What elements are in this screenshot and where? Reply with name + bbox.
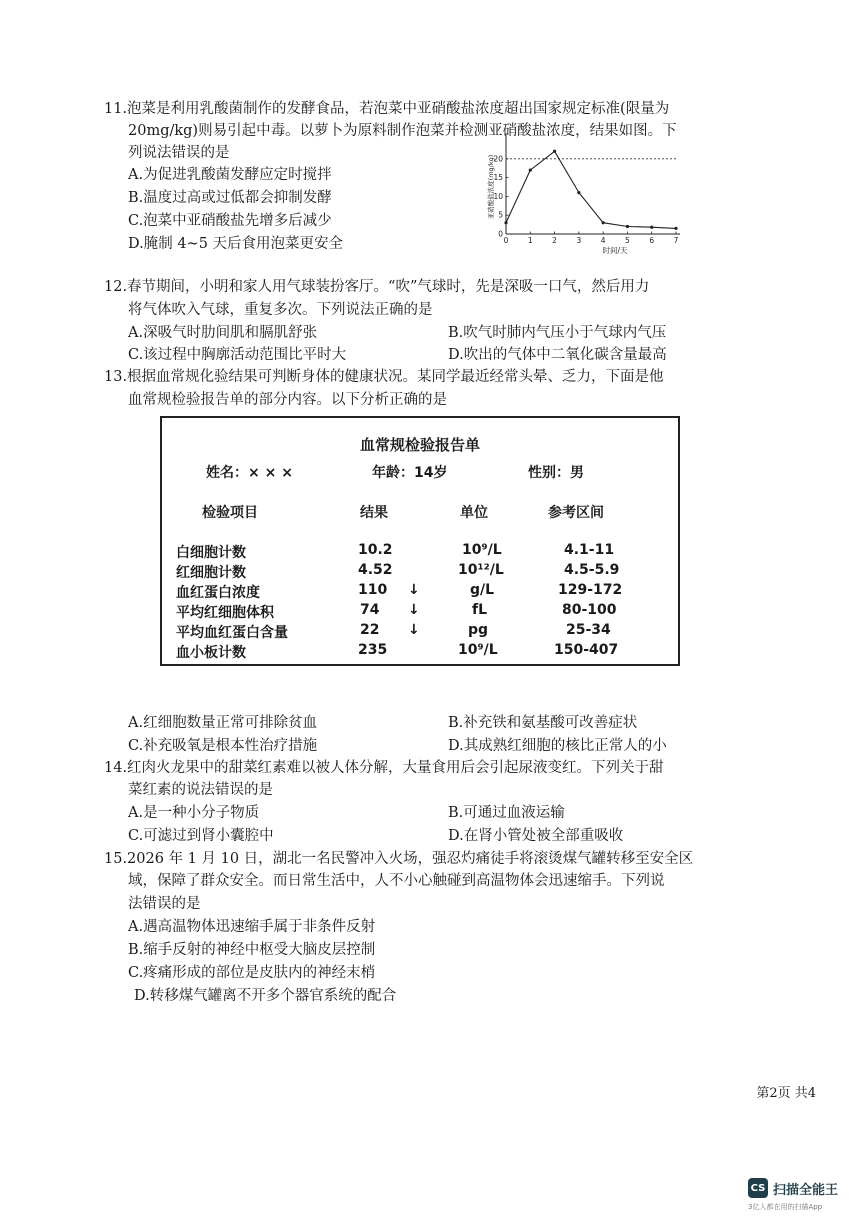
report-title: 血常规检验报告单 bbox=[359, 436, 480, 454]
row-item: 血红蛋白浓度 bbox=[176, 585, 260, 601]
row-range: 4.1-11 bbox=[564, 542, 615, 558]
row-unit: 10¹²/L bbox=[458, 562, 504, 578]
row-result: 235 bbox=[358, 642, 388, 658]
q12-stem-line2: 将气体吹入气球，重复多次。下列说法正确的是 bbox=[128, 302, 433, 318]
x-tick-label: 2 bbox=[552, 236, 557, 245]
x-tick-label: 7 bbox=[673, 236, 679, 245]
q15-option-a: A.遇高温物体迅速缩手属于非条件反射 bbox=[128, 919, 376, 935]
q14-option-d: D.在肾小管处被全部重吸收 bbox=[448, 828, 624, 844]
blood-test-report bbox=[160, 416, 680, 666]
row-unit: 10⁹/L bbox=[458, 642, 498, 658]
y-tick-label: 20 bbox=[493, 154, 503, 164]
row-range: 129-172 bbox=[558, 582, 623, 598]
nitrite-concentration-chart bbox=[488, 130, 688, 258]
y-tick-label: 15 bbox=[493, 173, 503, 183]
x-tick-label: 1 bbox=[527, 236, 533, 245]
q12-stem-line1: 12.春节期间，小明和家人用气球装扮客厅。“吹”气球时，先是深吸一口气，然后用力 bbox=[104, 279, 650, 295]
low-flag-arrow: ↓ bbox=[408, 602, 420, 618]
q15-option-c: C.疼痛形成的部位是皮肤内的神经末梢 bbox=[128, 965, 376, 981]
patient-age: 年龄：14岁 bbox=[372, 465, 448, 481]
patient-sex: 性别：男 bbox=[528, 465, 584, 481]
data-point bbox=[650, 226, 653, 229]
header-range: 参考区间 bbox=[548, 505, 604, 521]
header-result: 结果 bbox=[360, 505, 388, 521]
q15-option-b: B.缩手反射的神经中枢受大脑皮层控制 bbox=[128, 942, 376, 958]
q14-stem-line2: 菜红素的说法错误的是 bbox=[128, 782, 273, 798]
low-flag-arrow: ↓ bbox=[408, 582, 420, 598]
q15-option-d: D.转移煤气罐离不开多个器官系统的配合 bbox=[134, 988, 397, 1004]
x-axis-label: 时间/天 bbox=[602, 246, 628, 255]
row-item: 血小板计数 bbox=[176, 645, 246, 661]
q15-stem-line3: 法错误的是 bbox=[128, 896, 201, 912]
q11-option-c: C.泡菜中亚硝酸盐先增多后减少 bbox=[128, 213, 332, 229]
q13-option-d: D.其成熟红细胞的核比正常人的小 bbox=[448, 738, 667, 754]
series-line bbox=[506, 151, 676, 228]
y-axis-label: 亚硝酸盐浓度(mg/kg) bbox=[487, 154, 495, 220]
y-tick-label: 10 bbox=[493, 191, 503, 201]
data-point bbox=[577, 191, 580, 194]
q11-option-d: D.腌制 4~5 天后食用泡菜更安全 bbox=[128, 236, 344, 252]
q12-option-d: D.吹出的气体中二氧化碳含量最高 bbox=[448, 347, 667, 363]
chart-points bbox=[504, 150, 677, 230]
x-tick-label: 0 bbox=[503, 236, 509, 245]
data-point bbox=[553, 150, 556, 153]
q13-option-b: B.补充铁和氨基酸可改善症状 bbox=[448, 715, 638, 731]
row-range: 25-34 bbox=[566, 622, 611, 638]
data-point bbox=[626, 225, 629, 228]
row-unit: 10⁹/L bbox=[462, 542, 502, 558]
q12-option-b: B.吹气时肺内气压小于气球内气压 bbox=[448, 325, 667, 341]
header-item: 检验项目 bbox=[202, 505, 258, 521]
q11-option-a: A.为促进乳酸菌发酵应定时搅拌 bbox=[128, 167, 332, 183]
chart-axes bbox=[506, 134, 680, 234]
row-unit: fL bbox=[472, 602, 488, 618]
chart-ticks bbox=[493, 154, 678, 245]
q14-option-a: A.是一种小分子物质 bbox=[128, 805, 260, 821]
q11-option-b: B.温度过高或过低都会抑制发酵 bbox=[128, 190, 332, 206]
data-point bbox=[529, 168, 532, 171]
y-tick-label: 0 bbox=[498, 229, 503, 239]
row-range: 80-100 bbox=[562, 602, 617, 618]
q13-stem-line2: 血常规检验报告单的部分内容。以下分析正确的是 bbox=[128, 392, 447, 408]
row-unit: pg bbox=[468, 622, 489, 638]
camscanner-logo-icon: CS bbox=[748, 1178, 768, 1198]
row-item: 平均红细胞体积 bbox=[176, 605, 274, 621]
row-range: 4.5-5.9 bbox=[564, 562, 620, 578]
q14-stem-line1: 14.红肉火龙果中的甜菜红素难以被人体分解，大量食用后会引起尿液变红。下列关于甜 bbox=[104, 760, 664, 776]
q15-stem-line1: 15.2026 年 1 月 10 日，湖北一名民警冲入火场，强忍灼痛徒手将滚烫煤气罐转移至安全区 bbox=[104, 851, 694, 867]
scanner-watermark bbox=[748, 1178, 839, 1211]
row-item: 平均血红蛋白含量 bbox=[176, 625, 288, 641]
data-point bbox=[674, 227, 677, 230]
q11-stem-line1: 11.泡菜是利用乳酸菌制作的发酵食品，若泡菜中亚硝酸盐浓度超出国家规定标准(限量为 bbox=[104, 101, 670, 117]
row-result: 10.2 bbox=[358, 542, 393, 558]
q13-option-a: A.红细胞数量正常可排除贫血 bbox=[128, 715, 318, 731]
camscanner-tagline: 3亿人都在用的扫描App bbox=[748, 1203, 823, 1211]
row-result: 110 bbox=[358, 582, 388, 598]
patient-name: 姓名：× × × bbox=[206, 465, 293, 481]
row-result: 4.52 bbox=[358, 562, 393, 578]
row-result: 74 bbox=[360, 602, 380, 618]
q13-stem-line1: 13.根据血常规化验结果可判断身体的健康状况。某同学最近经常头晕、乏力，下面是他 bbox=[104, 369, 664, 385]
data-point bbox=[602, 221, 605, 224]
row-item: 白细胞计数 bbox=[176, 545, 246, 561]
row-item: 红细胞计数 bbox=[176, 565, 246, 581]
x-tick-label: 5 bbox=[625, 236, 630, 245]
q12-option-a: A.深吸气时肋间肌和膈肌舒张 bbox=[128, 325, 318, 341]
header-unit: 单位 bbox=[460, 505, 488, 521]
q13-option-c: C.补充吸氧是根本性治疗措施 bbox=[128, 738, 318, 754]
x-tick-label: 6 bbox=[649, 236, 655, 245]
q11-stem-line2: 20mg/kg)则易引起中毒。以萝卜为原料制作泡菜并检测亚硝酸盐浓度，结果如图。下 bbox=[128, 123, 677, 139]
low-flag-arrow: ↓ bbox=[408, 622, 420, 638]
camscanner-name: 扫描全能王 bbox=[773, 1182, 839, 1198]
page-number: 第2页 共4 bbox=[756, 1086, 816, 1101]
q14-option-c: C.可滤过到肾小囊腔中 bbox=[128, 828, 274, 844]
x-tick-label: 4 bbox=[600, 236, 606, 245]
q15-stem-line2: 域，保障了群众安全。而日常生活中，人不小心触碰到高温物体会迅速缩手。下列说 bbox=[128, 873, 665, 889]
row-range: 150-407 bbox=[554, 642, 619, 658]
q14-option-b: B.可通过血液运输 bbox=[448, 805, 565, 821]
x-tick-label: 3 bbox=[576, 236, 582, 245]
row-result: 22 bbox=[360, 622, 380, 638]
data-point bbox=[504, 221, 507, 224]
q12-option-c: C.该过程中胸廓活动范围比平时大 bbox=[128, 347, 347, 363]
y-tick-label: 5 bbox=[498, 210, 503, 220]
q11-stem-line3: 列说法错误的是 bbox=[128, 145, 230, 161]
row-unit: g/L bbox=[470, 582, 495, 598]
